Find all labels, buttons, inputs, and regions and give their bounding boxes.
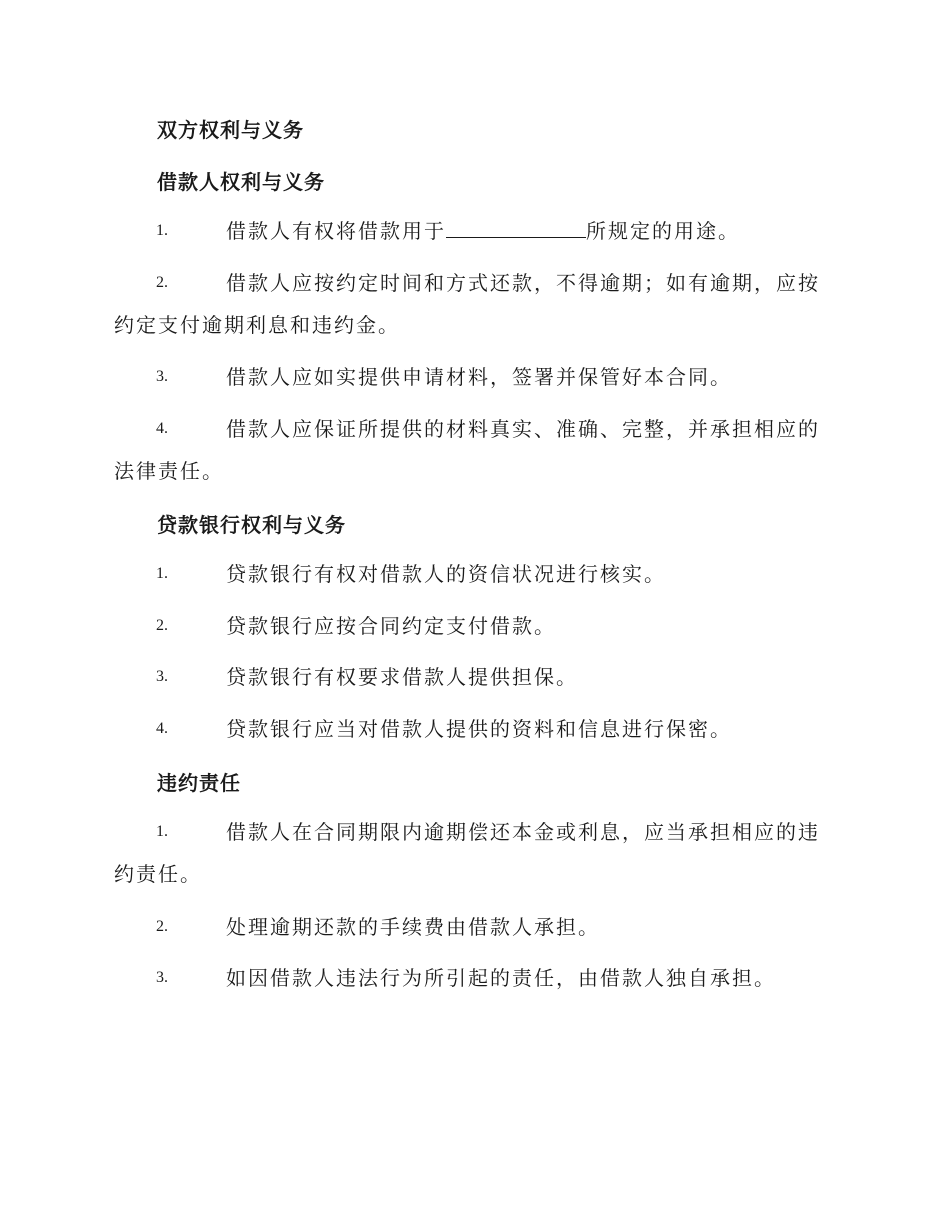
item-number: 3. (156, 368, 168, 385)
item-number: 1. (156, 565, 168, 582)
item-text: 贷款银行应按合同约定支付借款。 (226, 614, 556, 638)
breach-item-2 (114, 906, 834, 948)
item-number: 1. (156, 222, 168, 239)
borrower-item-1 (114, 210, 834, 252)
item-text: 如因借款人违法行为所引起的责任，由借款人独自承担。 (226, 966, 776, 990)
item-number: 4. (156, 420, 168, 437)
item-text: 借款人应如实提供申请材料，签署并保管好本合同。 (226, 365, 732, 389)
breach-item-1 (114, 811, 834, 895)
bank-item-1 (114, 553, 834, 595)
item-text: 处理逾期还款的手续费由借款人承担。 (226, 915, 600, 939)
borrower-heading: 借款人权利与义务 (157, 170, 325, 194)
item-text: 贷款银行应当对借款人提供的资料和信息进行保密。 (226, 717, 732, 741)
item-text: 借款人应按约定时间和方式还款，不得逾期；如有逾期，应按约定支付逾期利息和违约金。 (114, 271, 820, 337)
section-title: 双方权利与义务 (157, 118, 304, 142)
bank-item-3 (114, 656, 834, 698)
item-text: 贷款银行有权要求借款人提供担保。 (226, 665, 578, 689)
item-number: 2. (156, 918, 168, 935)
item-number: 1. (156, 823, 168, 840)
item-text (114, 210, 834, 252)
item-text-after: 所规定的用途。 (586, 219, 740, 243)
item-text: 贷款银行有权对借款人的资信状况进行核实。 (226, 562, 666, 586)
item-text: 借款人在合同期限内逾期偿还本金或利息，应当承担相应的违约责任。 (114, 820, 820, 886)
item-number: 3. (156, 668, 168, 685)
breach-item-3 (114, 957, 834, 999)
item-number: 3. (156, 969, 168, 986)
fill-in-blank (446, 215, 586, 238)
item-text: 借款人应保证所提供的材料真实、准确、完整，并承担相应的法律责任。 (114, 417, 820, 483)
item-number: 4. (156, 720, 168, 737)
bank-item-2 (114, 605, 834, 647)
borrower-item-2 (114, 262, 834, 346)
item-number: 2. (156, 274, 168, 291)
bank-item-4 (114, 708, 834, 750)
bank-heading: 贷款银行权利与义务 (157, 513, 346, 537)
item-text-before: 借款人有权将借款用于 (226, 219, 446, 243)
item-number: 2. (156, 617, 168, 634)
breach-heading: 违约责任 (157, 771, 241, 795)
borrower-item-4 (114, 408, 834, 492)
borrower-item-3 (114, 356, 834, 398)
